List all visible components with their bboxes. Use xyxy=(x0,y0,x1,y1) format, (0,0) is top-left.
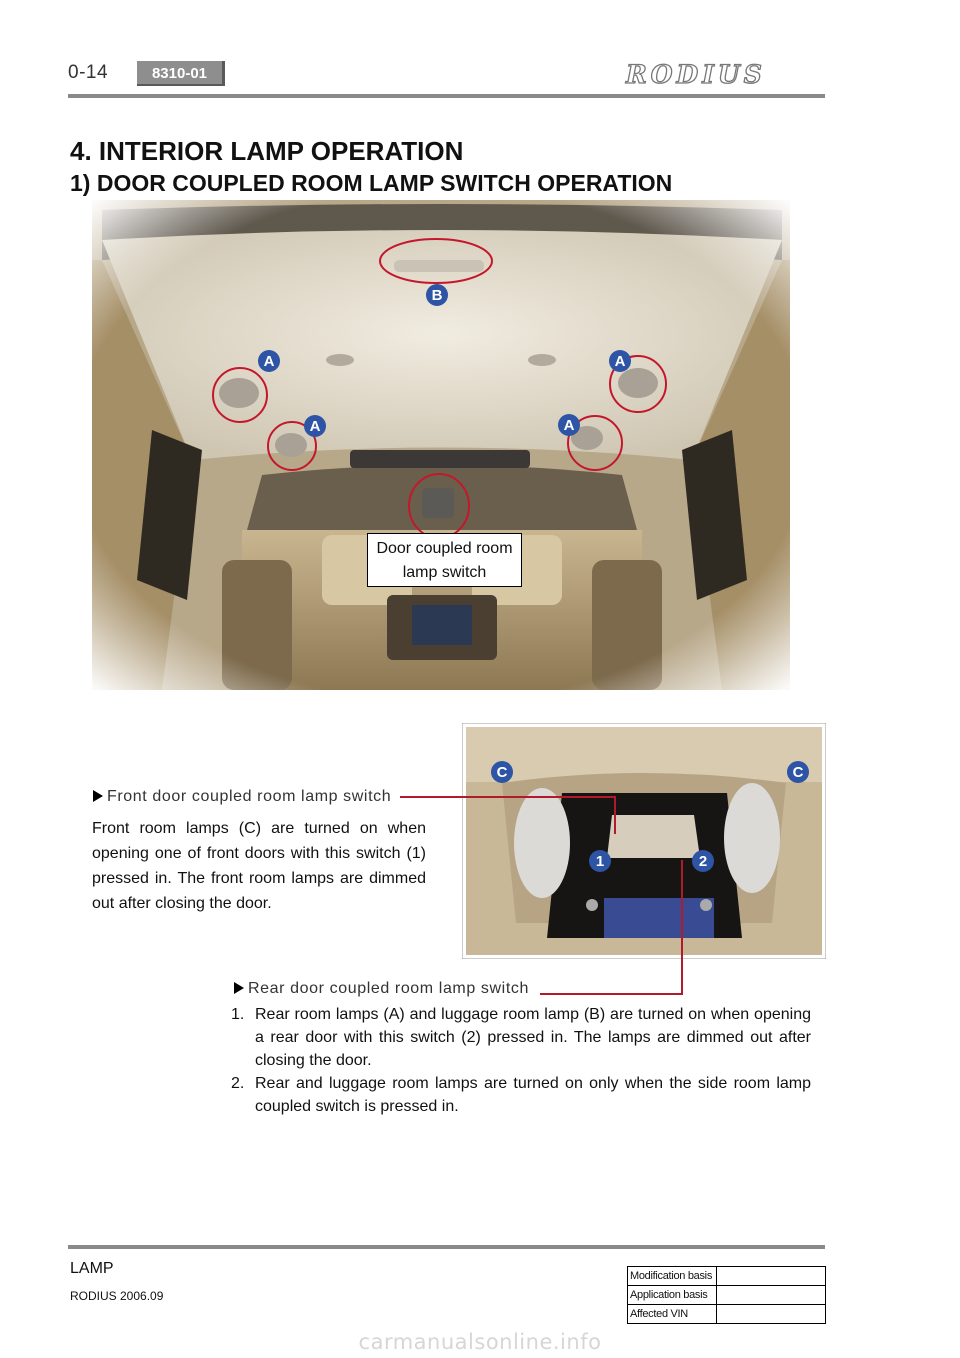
section-code-badge: 8310-01 xyxy=(137,61,225,86)
header-rule xyxy=(68,94,825,98)
marker-a: A xyxy=(263,353,275,370)
marker-a: A xyxy=(309,418,321,435)
marker-1: 1 xyxy=(595,853,605,870)
revision-table xyxy=(627,1266,826,1324)
callout-line-2: lamp switch xyxy=(402,564,487,581)
page-title: 4. INTERIOR LAMP OPERATION xyxy=(70,136,464,166)
table-row: Application basis xyxy=(628,1286,826,1305)
front-switch-text: Front room lamps (C) are turned on when opening one of front doors with this switch (1) pressed in. The front room lamps are dimmed out after closing the door. xyxy=(92,820,426,912)
front-switch-heading: Front door coupled room lamp switch xyxy=(93,788,391,806)
rear-switch-list xyxy=(231,1003,811,1118)
brand-logo: RODIUS xyxy=(626,60,766,89)
switch-detail-photo xyxy=(462,723,826,959)
marker-a: A xyxy=(614,353,626,370)
footer-rule xyxy=(68,1245,825,1249)
watermark: carmanualsonline.info xyxy=(358,1330,602,1354)
list-item: 2. Rear and luggage room lamps are turned on only when the side room lamp coupled switch is pressed in. xyxy=(231,1075,811,1115)
table-row: Modification basis xyxy=(628,1267,826,1286)
marker-b: B xyxy=(431,287,443,304)
section-title: 1) DOOR COUPLED ROOM LAMP SWITCH OPERATION xyxy=(70,170,673,196)
rear-switch-heading: Rear door coupled room lamp switch xyxy=(234,980,529,998)
rear-leader-h xyxy=(540,993,683,995)
interior-photo xyxy=(92,200,790,690)
table-row: Affected VIN xyxy=(628,1305,826,1324)
marker-c: C xyxy=(496,764,508,781)
bullet-arrow-icon xyxy=(234,982,244,994)
footer-edition: RODIUS 2006.09 xyxy=(70,1289,164,1303)
marker-a: A xyxy=(563,417,575,434)
callout-line-1: Door coupled room xyxy=(376,540,513,557)
footer-section: LAMP xyxy=(70,1260,114,1277)
bullet-arrow-icon xyxy=(93,790,103,802)
front-leader-v xyxy=(614,796,616,834)
marker-2: 2 xyxy=(698,853,708,870)
front-leader-h xyxy=(400,796,615,798)
page-number: 0-14 xyxy=(68,62,109,83)
marker-c: C xyxy=(792,764,804,781)
switch-callout xyxy=(367,533,522,587)
list-item: 1. Rear room lamps (A) and luggage room lamp (B) are turned on when opening a rear door with this switch (2) pressed in. The lamps are dimmed out after closing the door. xyxy=(231,1006,811,1069)
rear-leader-v xyxy=(681,860,683,995)
